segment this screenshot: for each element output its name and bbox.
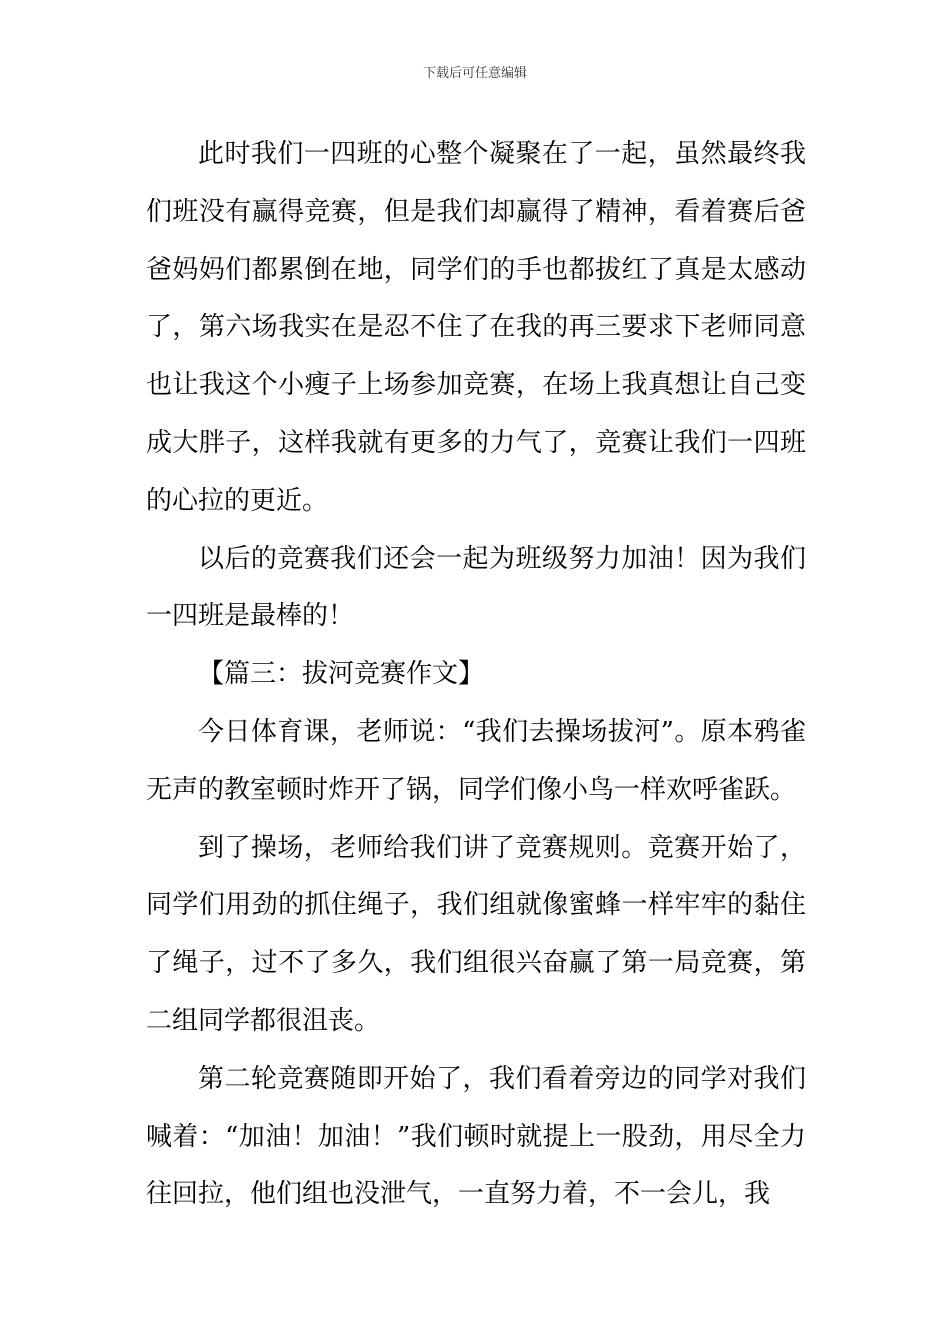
document-body (146, 126, 806, 1224)
paragraph-4: 到了操场，老师给我们讲了竞赛规则。竞赛开始了，同学们用劲的抓住绳子，我们组就像蜜蜂一样牢牢的黏住了绳子，过不了多久，我们组很兴奋赢了第一局竞赛，第二组同学都很沮丧。 (146, 832, 806, 1036)
section-heading: 【篇三：拔河竞赛作文】 (198, 659, 485, 690)
paragraph-5: 第二轮竞赛随即开始了，我们看着旁边的同学对我们喊着：“加油！加油！”我们顿时就提上一股劲，用尽全力往回拉，他们组也没泄气，一直努力着，不一会儿，我 (146, 1063, 806, 1210)
paragraph-2: 以后的竞赛我们还会一起为班级努力加油！因为我们一四班是最棒的！ (146, 543, 806, 632)
paragraph-1: 此时我们一四班的心整个凝聚在了一起，虽然最终我们班没有赢得竞赛，但是我们却赢得了精神，看着赛后爸爸妈妈们都累倒在地，同学们的手也都拔红了真是太感动了，第六场我实在是忍不住了在我的再三要求下老师同意也让我这个小瘦子上场参加竞赛，在场上我真想让自己变成大胖子，这样我就有更多的力气了，竞赛让我们一四班的心拉的更近。 (146, 139, 806, 516)
paragraph-3: 今日体育课，老师说：“我们去操场拔河”。原本鸦雀无声的教室顿时炸开了锅，同学们像小鸟一样欢呼雀跃。 (146, 716, 806, 805)
page-header-note: 下载后可任意编辑 (422, 66, 527, 81)
